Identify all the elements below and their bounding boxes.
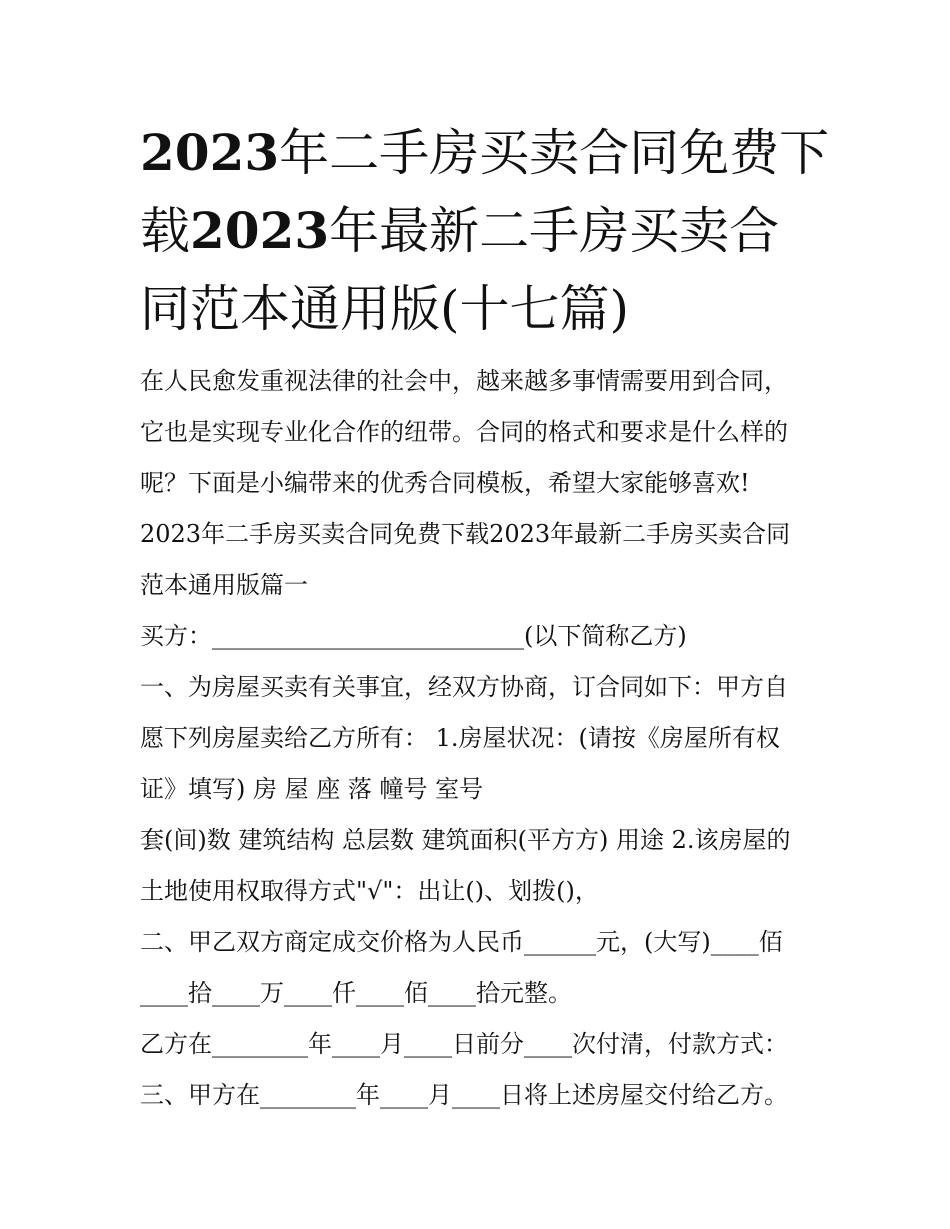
body-line: 土地使用权取得方式"√"：出让()、划拨()， <box>140 877 599 905</box>
clause-1-line: 一、为房屋买卖有关事宜，经双方协商，订合同如下：甲方自 <box>140 673 788 701</box>
document-body <box>140 356 830 1121</box>
body-line: ____拾____万____仟____佰____拾元整。 <box>140 979 572 1007</box>
body-line: 证》填写) 房 屋 座 落 幢号 室号 <box>140 775 484 803</box>
title-line-1 <box>140 114 840 192</box>
body-line: 范本通用版篇一 <box>140 571 308 599</box>
body-line: 2023年二手房买卖合同免费下载2023年最新二手房买卖合同 <box>140 520 791 548</box>
body-line: 在人民愈发重视法律的社会中，越来越多事情需要用到合同， <box>140 367 788 395</box>
document-title <box>140 114 840 348</box>
title-text: 同范本通用版(十七篇) <box>140 280 630 338</box>
title-text: 年最新二手房买卖合 <box>329 202 780 260</box>
body-line: 呢？下面是小编带来的优秀合同模板，希望大家能够喜欢! <box>140 469 750 497</box>
title-year: 2023 <box>140 123 280 182</box>
body-line: 愿下列房屋卖给乙方所有： 1.房屋状况：(请按《房屋所有权 <box>140 724 780 752</box>
title-year: 2023 <box>190 201 330 260</box>
payment-line: 乙方在________年____月____日前分____次付清，付款方式： <box>140 1030 788 1058</box>
title-text: 年二手房买卖合同免费下 <box>279 124 830 182</box>
buyer-line: 买方：__________________________(以下简称乙方) <box>140 622 687 650</box>
body-line: 它也是实现专业化合作的纽带。合同的格式和要求是什么样的 <box>140 418 788 446</box>
body-line: 套(间)数 建筑结构 总层数 建筑面积(平方方) 用途 2.该房屋的 <box>140 826 791 854</box>
title-line-3 <box>140 270 840 348</box>
title-line-2 <box>140 192 840 270</box>
title-text: 载 <box>140 202 190 260</box>
clause-2-line: 二、甲乙双方商定成交价格为人民币______元，(大写)____佰 <box>140 928 783 956</box>
clause-3-line: 三、甲方在________年____月____日将上述房屋交付给乙方。 <box>140 1081 788 1109</box>
